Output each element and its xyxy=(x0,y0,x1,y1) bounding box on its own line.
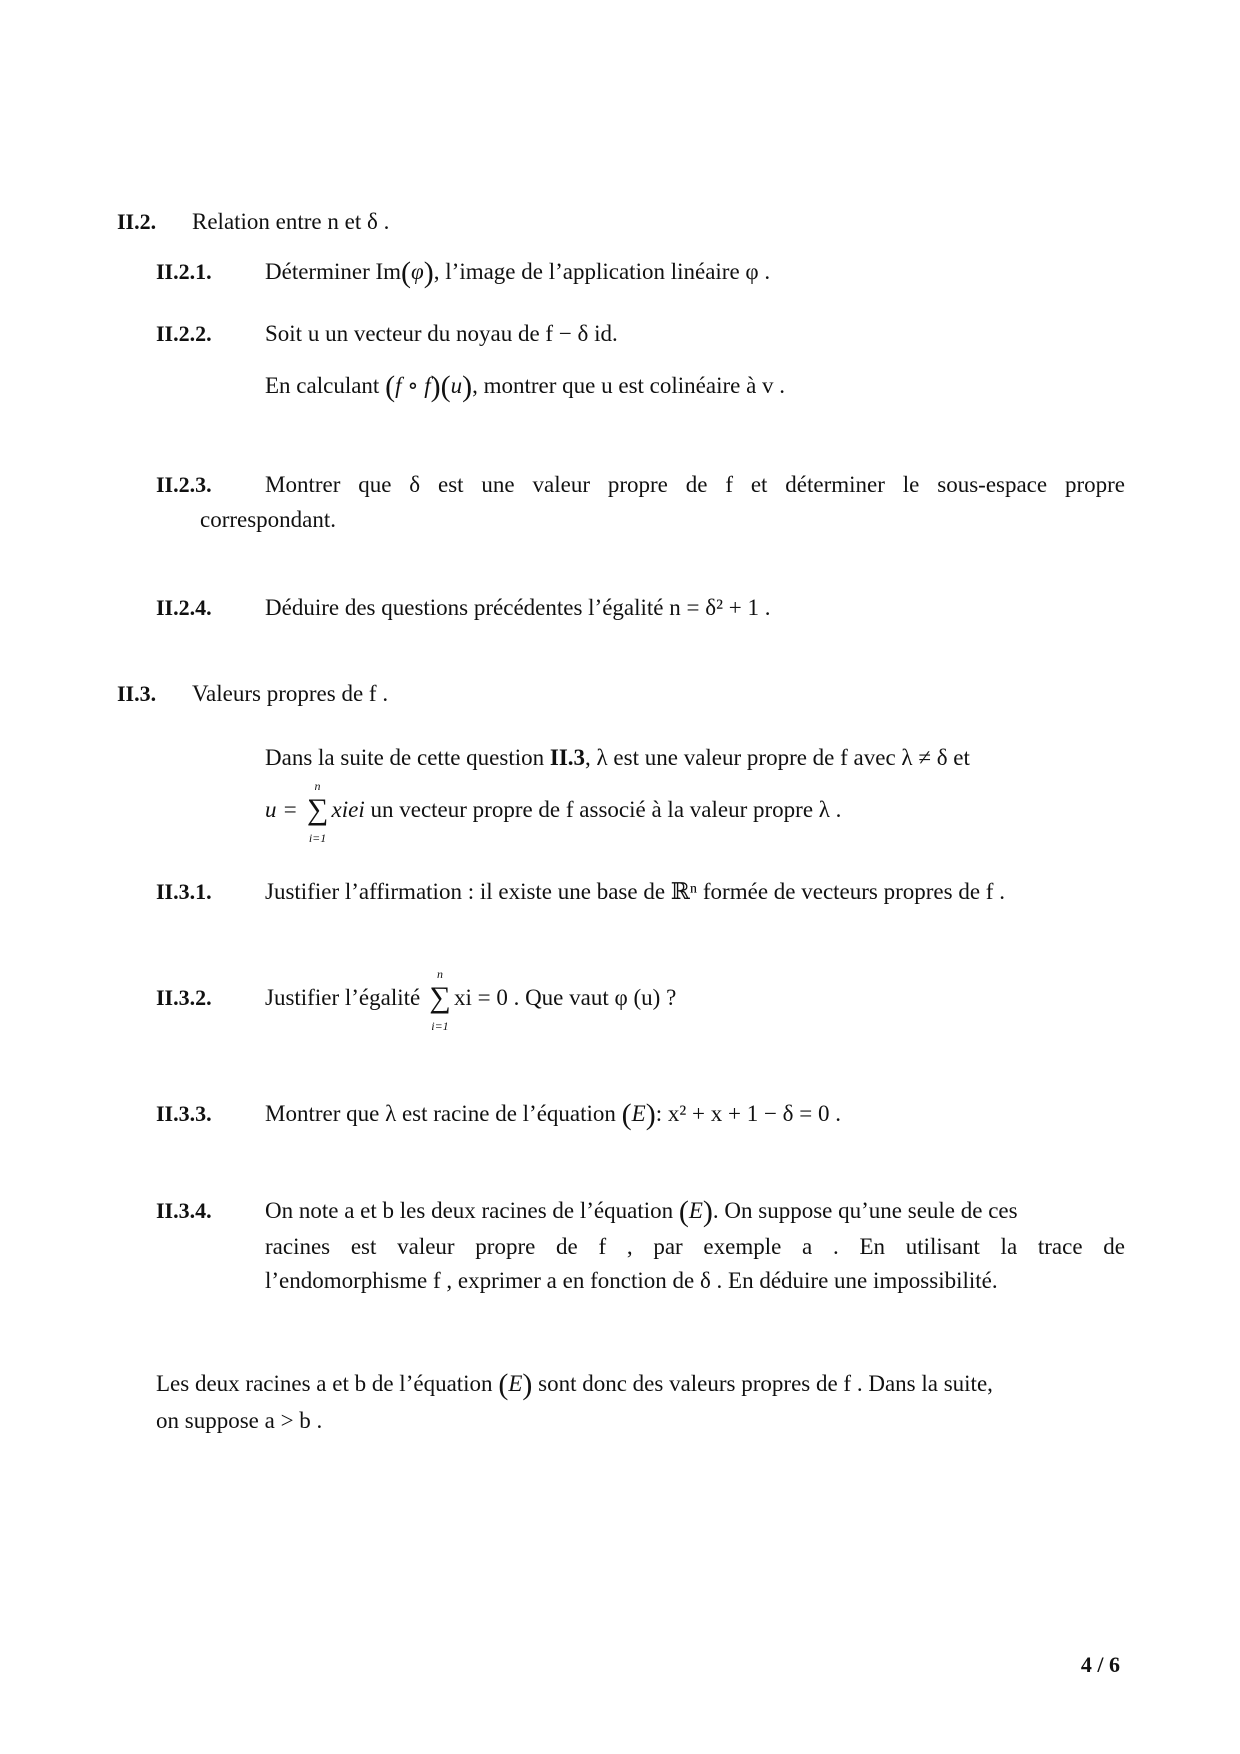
math-symbol: E xyxy=(508,1371,523,1396)
question-number: II.3.3. xyxy=(156,1101,212,1126)
math-expression: u = xyxy=(265,797,298,822)
question-number: II.2.3. xyxy=(156,472,212,497)
intro-text-part: , λ est une valeur propre de f avec λ ≠ δ et xyxy=(585,745,970,770)
question-number: II.2.2. xyxy=(156,321,212,346)
math-expression: f ∘ f xyxy=(395,373,431,398)
question-text-part: Déterminer Im xyxy=(265,259,402,284)
math-symbol: φ xyxy=(411,259,424,284)
paren: ) xyxy=(462,370,473,403)
question-text: racines est valeur propre de f , par exemple a . En utilisant la trace de xyxy=(265,1234,1125,1259)
sum-upper-limit: n xyxy=(314,778,321,793)
paren: ) xyxy=(645,1098,656,1131)
question-text xyxy=(265,1193,1125,1230)
question-number: II.3.1. xyxy=(156,879,212,904)
reference-label: II.3 xyxy=(549,745,586,770)
question-text-part: Justifier l’égalité xyxy=(265,985,421,1010)
paren: ( xyxy=(385,370,396,403)
math-expression: xiei xyxy=(331,797,365,822)
summation-symbol xyxy=(426,966,454,1033)
question-text: Montrer que δ est une valeur propre de f et déterminer le sous-espace propre xyxy=(265,472,1125,497)
question-text xyxy=(265,1096,841,1133)
question-text-part: : x² + x + 1 − δ = 0 . xyxy=(655,1101,841,1126)
question-text-part: . On suppose qu’une seule de ces xyxy=(712,1198,1018,1223)
question-text: Justifier l’affirmation : il existe une base de ℝⁿ formée de vecteurs propres de f . xyxy=(265,879,1005,904)
sum-lower-limit: i=1 xyxy=(431,1018,449,1033)
question-text-part: Montrer que λ est racine de l’équation xyxy=(265,1101,616,1126)
sum-lower-limit: i=1 xyxy=(308,830,327,845)
paren: ) xyxy=(702,1195,713,1228)
question-text: correspondant. xyxy=(200,507,337,532)
paren: ( xyxy=(621,1098,632,1131)
closing-text-part: sont donc des valeurs propres de f . Dans la suite, xyxy=(532,1371,993,1396)
question-text: Soit u un vecteur du noyau de f − δ id. xyxy=(265,321,618,346)
question-text: Déduire des questions précédentes l’égalité n = δ² + 1 . xyxy=(265,595,771,620)
question-text-part: On note a et b les deux racines de l’équation xyxy=(265,1198,674,1223)
intro-text-part: un vecteur propre de f associé à la valeur propre λ . xyxy=(364,797,842,822)
paren: ) xyxy=(423,256,434,289)
question-text xyxy=(265,966,677,1033)
question-text xyxy=(265,254,770,291)
question-text: l’endomorphisme f , exprimer a en fonction de δ . En déduire une impossibilité. xyxy=(265,1268,998,1293)
question-number: II.2.4. xyxy=(156,595,212,620)
question-text-part: xi = 0 . Que vaut φ (u) ? xyxy=(453,985,677,1010)
closing-text xyxy=(156,1366,1126,1403)
page-number: 4 / 6 xyxy=(1080,1652,1120,1677)
closing-text: on suppose a > b . xyxy=(156,1408,323,1433)
closing-text-part: Les deux racines a et b de l’équation xyxy=(156,1371,493,1396)
math-symbol: E xyxy=(688,1198,703,1223)
question-text-part: En calculant xyxy=(265,373,380,398)
summation-symbol xyxy=(304,778,332,845)
question-text xyxy=(265,368,785,405)
question-number: II.2.1. xyxy=(156,259,212,284)
section-number: II.2. xyxy=(117,209,157,234)
section-title: Valeurs propres de f . xyxy=(192,681,389,706)
math-symbol: E xyxy=(631,1101,646,1126)
question-text-part: , l’image de l’application linéaire φ . xyxy=(433,259,771,284)
question-number: II.3.2. xyxy=(156,985,212,1010)
intro-text xyxy=(265,778,842,845)
paren: ) xyxy=(522,1368,533,1401)
paren: )( xyxy=(430,370,451,403)
section-number: II.3. xyxy=(117,681,157,706)
intro-text-part: Dans la suite de cette question xyxy=(265,745,550,770)
sum-upper-limit: n xyxy=(436,966,443,981)
section-title: Relation entre n et δ . xyxy=(192,209,390,234)
intro-text xyxy=(265,740,970,776)
paren: ( xyxy=(401,256,412,289)
math-symbol: u xyxy=(450,373,463,398)
question-number: II.3.4. xyxy=(156,1198,212,1223)
sigma-icon: ∑ xyxy=(306,792,329,826)
sigma-icon: ∑ xyxy=(429,980,451,1014)
paren: ( xyxy=(498,1368,509,1401)
question-text-part: , montrer que u est colinéaire à v . xyxy=(472,373,786,398)
paren: ( xyxy=(678,1195,689,1228)
